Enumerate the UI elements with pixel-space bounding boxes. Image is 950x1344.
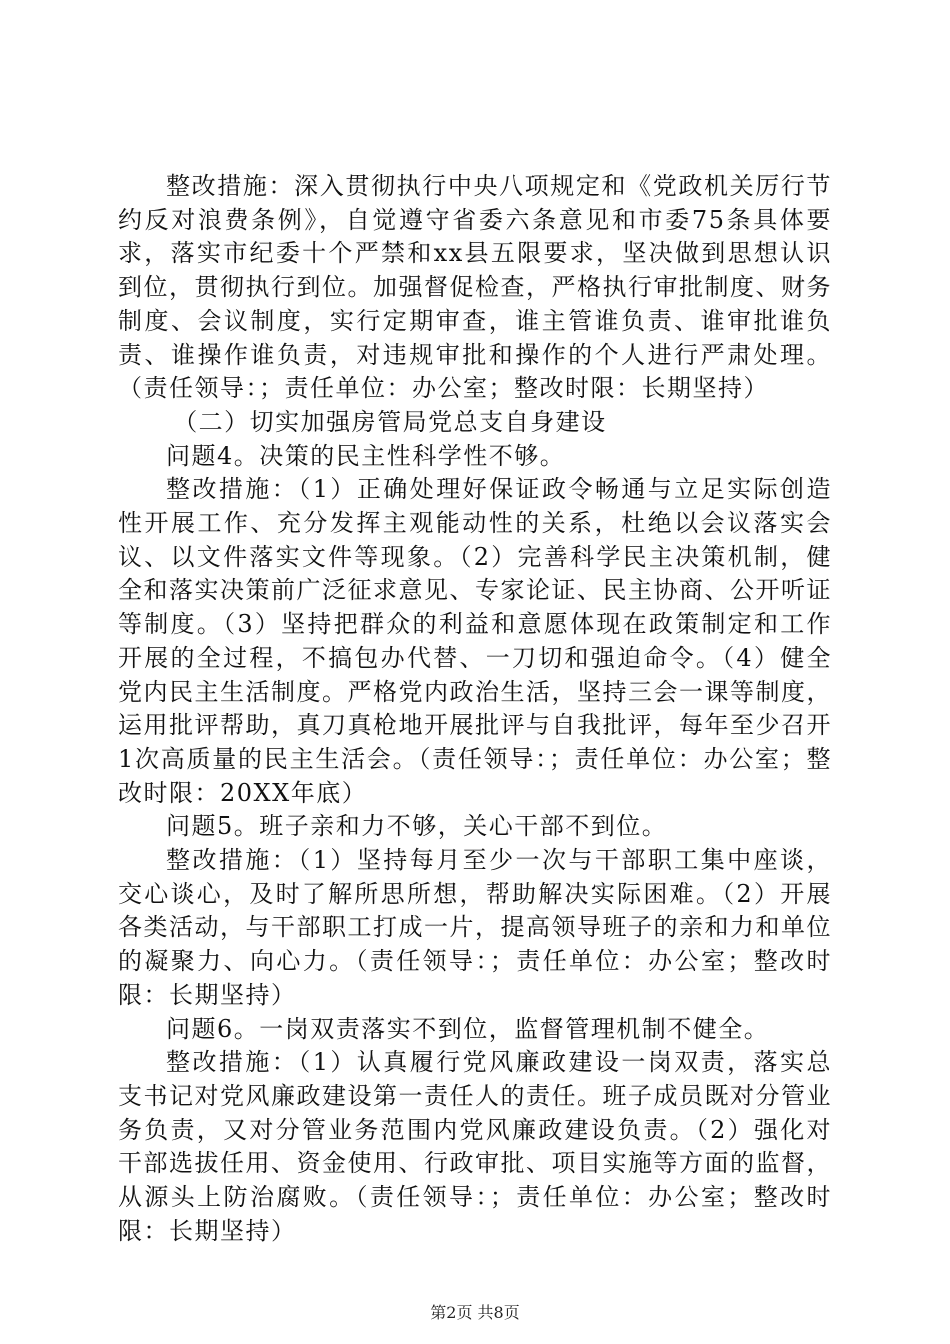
paragraph-measures-problem-5: 整改措施：（1）坚持每月至少一次与干部职工集中座谈，交心谈心，及时了解所思所想，帮助解决实际困难。（2）开展各类活动，与干部职工打成一片，提高领导班子的亲和力和单位的凝聚力、向心力。（责任领导：；责任单位：办公室；整改时限：长期坚持） [118, 846, 832, 1009]
paragraph-measures-problem-4: 整改措施：（1）正确处理好保证政令畅通与立足实际创造性开展工作、充分发挥主观能动性的关系，杜绝以会议落实会议、以文件落实文件等现象。（2）完善科学民主决策机制，健全和落实决策前广泛征求意见、专家论证、民主协商、公开听证等制度。（3）坚持把群众的利益和意愿体现在政策制定和工作开展的全过程，不搞包办代替、一刀切和强迫命令。（4）健全党内民主生活制度。严格党内政治生活，坚持三会一课等制度，运用批评帮助，真刀真枪地开展批评与自我批评，每年至少召开1次高质量的民主生活会。（责任领导：；责任单位：办公室；整改时限：20XX年底） [118, 475, 832, 807]
problem-6-title: 问题6。一岗双责落实不到位，监督管理机制不健全。 [166, 1014, 770, 1043]
problem-5-title: 问题5。班子亲和力不够，关心干部不到位。 [166, 812, 668, 841]
document-body [118, 170, 832, 1249]
paragraph-measures-austerity: 整改措施：深入贯彻执行中央八项规定和《党政机关厉行节约反对浪费条例》，自觉遵守省委六条意见和市委75条具体要求，落实市纪委十个严禁和xx县五限要求，坚决做到思想认识到位，贯彻执行到位。加强督促检查，严格执行审批制度、财务制度、会议制度，实行定期审查，谁主管谁负责、谁审批谁负责、谁操作谁负责，对违规审批和操作的个人进行严肃处理。（责任领导：；责任单位：办公室；整改时限：长期坚持） [118, 172, 832, 403]
problem-4-title: 问题4。决策的民主性科学性不够。 [166, 441, 566, 470]
page-number-footer: 第2页 共8页 [430, 1303, 520, 1322]
section-heading-2: （二）切实加强房管局党总支自身建设 [173, 407, 607, 436]
paragraph-measures-problem-6: 整改措施：（1）认真履行党风廉政建设一岗双责，落实总支书记对党风廉政建设第一责任人的责任。班子成员既对分管业务负责，又对分管业务范围内党风廉政建设负责。（2）强化对干部选拔任用、资金使用、行政审批、项目实施等方面的监督，从源头上防治腐败。（责任领导：；责任单位：办公室；整改时限：长期坚持） [118, 1048, 832, 1245]
